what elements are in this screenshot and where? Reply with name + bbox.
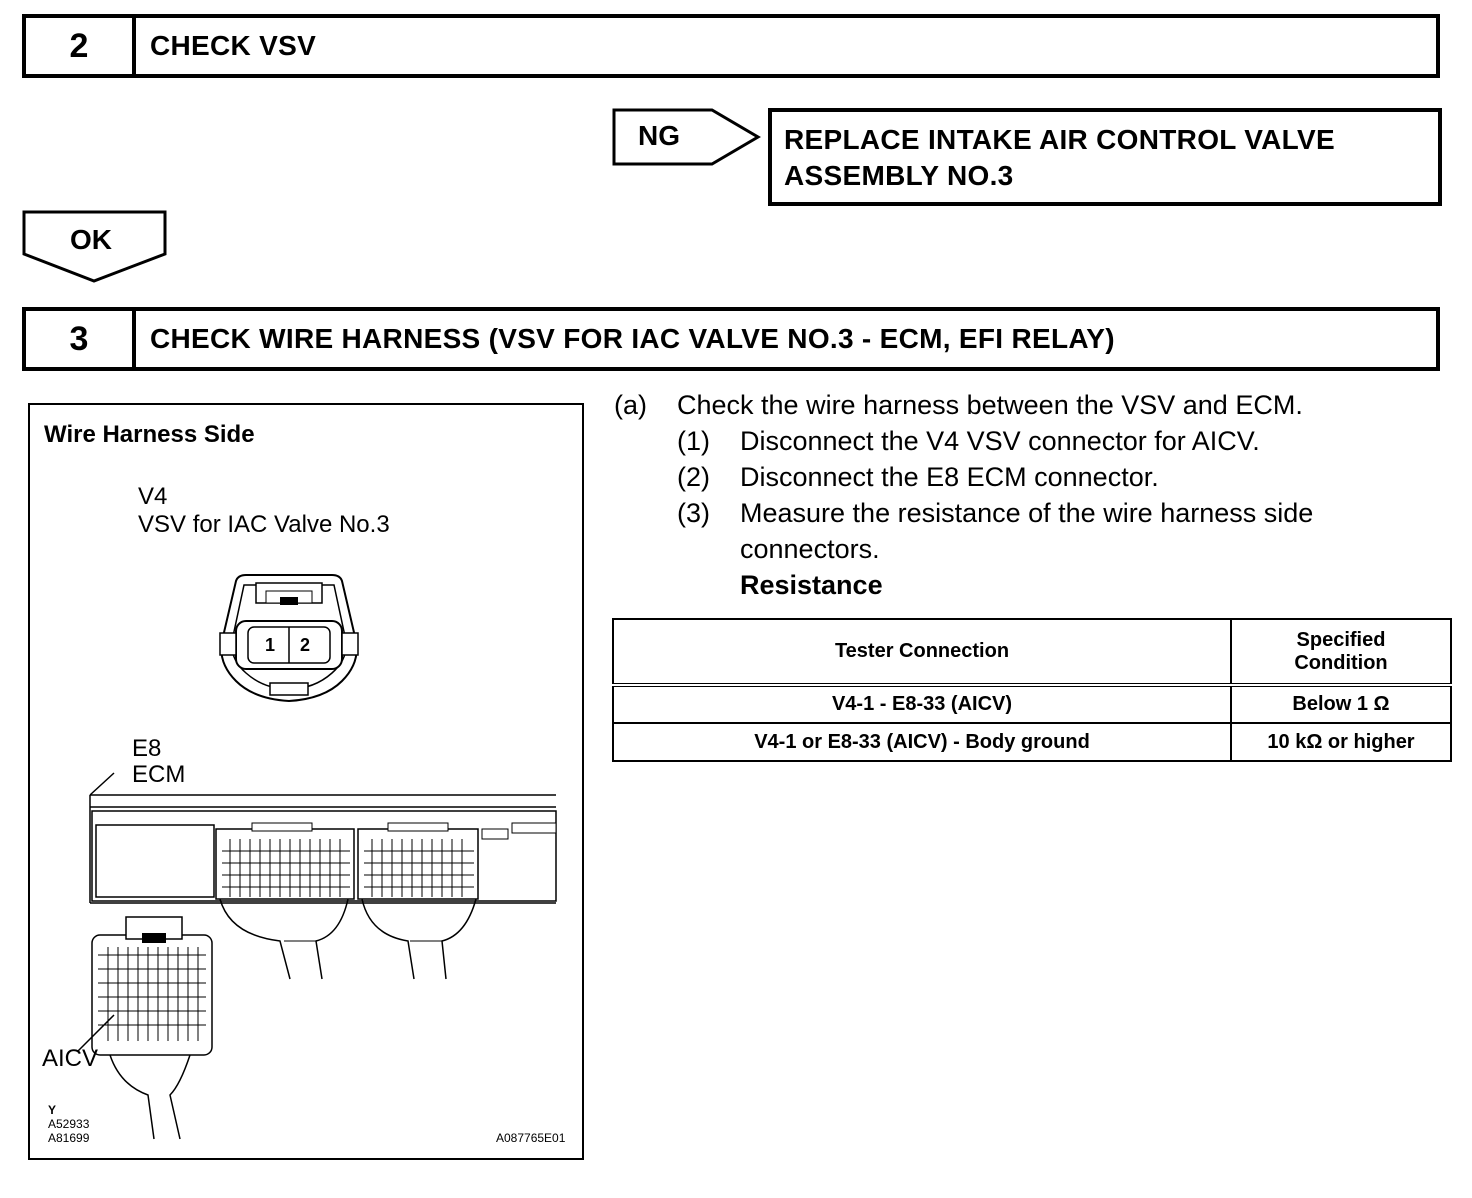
instruction-2-marker: (2) xyxy=(677,462,710,492)
figure-ref-a1: A52933 xyxy=(48,1117,90,1131)
table-row xyxy=(613,685,1451,723)
instruction-2-text: Disconnect the E8 ECM connector. xyxy=(740,462,1159,492)
resistance-spec-table xyxy=(612,618,1452,762)
instruction-a-marker: (a) xyxy=(614,390,647,420)
figure-heading: Wire Harness Side xyxy=(44,421,255,448)
vsv-code-label: V4 xyxy=(138,483,168,510)
table-row xyxy=(613,723,1451,761)
step-number: 3 xyxy=(26,311,136,367)
figure-ref-a2: A81699 xyxy=(48,1131,90,1145)
instruction-1-text: Disconnect the V4 VSV connector for AICV. xyxy=(740,426,1260,456)
row-condition: 10 kΩ or higher xyxy=(1231,723,1451,761)
ok-label: OK xyxy=(70,224,112,255)
instruction-3-text-line2: connectors. xyxy=(740,534,880,564)
vsv-name-label: VSV for IAC Valve No.3 xyxy=(138,511,390,538)
row-condition: Below 1 Ω xyxy=(1231,685,1451,723)
instruction-3-marker: (3) xyxy=(677,498,710,528)
figure-ref-y: Y xyxy=(48,1103,57,1117)
header-specified-condition xyxy=(1231,619,1451,685)
row-connection: V4-1 - E8-33 (AICV) xyxy=(613,685,1231,723)
instruction-3-text-line1: Measure the resistance of the wire harness side xyxy=(740,498,1314,528)
header-condition-line1: Specified xyxy=(1296,628,1386,651)
instruction-a-text: Check the wire harness between the VSV and ECM. xyxy=(677,390,1303,420)
vsv-pin-1: 1 xyxy=(265,635,276,655)
ecm-name-label: ECM xyxy=(132,761,186,788)
step-2-header xyxy=(22,14,1440,78)
step-number: 2 xyxy=(26,18,136,74)
figure-ref-id: A087765E01 xyxy=(496,1131,566,1145)
resistance-title: Resistance xyxy=(740,570,883,600)
ecm-code-label: E8 xyxy=(132,735,162,762)
ng-arrow xyxy=(612,108,762,166)
header-tester-connection: Tester Connection xyxy=(613,619,1231,685)
row-connection: V4-1 or E8-33 (AICV) - Body ground xyxy=(613,723,1231,761)
wire-harness-figure xyxy=(28,403,584,1160)
vsv-pin-2: 2 xyxy=(300,635,311,655)
ecm-connector-diagram xyxy=(30,765,582,1155)
vsv-connector-diagram xyxy=(214,571,364,705)
ng-action-line2: ASSEMBLY NO.3 xyxy=(784,160,1014,191)
ng-label: NG xyxy=(638,120,680,151)
step-title: CHECK VSV xyxy=(150,30,317,61)
instruction-1-marker: (1) xyxy=(677,426,710,456)
ng-action-line1: REPLACE INTAKE AIR CONTROL VALVE xyxy=(784,124,1335,155)
step-title: CHECK WIRE HARNESS (VSV FOR IAC VALVE NO.3 - ECM, EFI RELAY) xyxy=(150,323,1115,354)
aicv-label: AICV xyxy=(42,1045,99,1072)
table-header-row xyxy=(613,619,1451,685)
ng-action-box xyxy=(768,108,1442,206)
header-condition-line2: Condition xyxy=(1294,651,1388,674)
step-3-header xyxy=(22,307,1440,371)
